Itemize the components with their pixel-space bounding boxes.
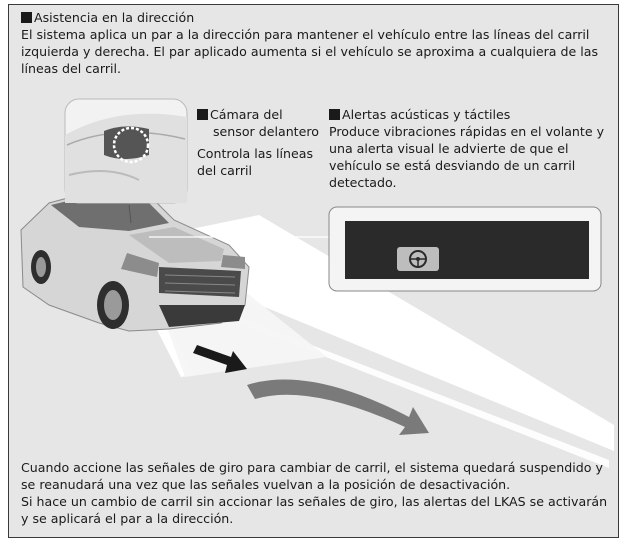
camera-callout-heading: Cámara del sensor delantero	[197, 106, 327, 140]
footer-paragraph-1: Cuando accione las señales de giro para cambiar de carril, el sistema quedará suspendido y se reanudará una vez que las señales vuelvan a la posición de desactivación.	[21, 460, 603, 492]
square-bullet-icon	[21, 12, 32, 23]
alerts-callout-heading: Alertas acústicas y táctiles	[329, 106, 510, 123]
correction-arrow-icon	[247, 379, 429, 435]
camera-callout-body: Controla las líneas del carril	[197, 146, 314, 178]
car-illustration	[21, 187, 249, 331]
section-heading: Asistencia en la dirección	[21, 9, 194, 26]
square-bullet-icon	[197, 109, 208, 120]
alerts-callout-body: Produce vibraciones rápidas en el volante y una alerta visual le advierte de que el vehículo se está desviando de un carril detectado.	[329, 124, 605, 190]
square-bullet-icon	[329, 109, 340, 120]
dashboard-display	[329, 207, 601, 291]
instruction-panel	[8, 4, 619, 538]
section-body: El sistema aplica un par a la dirección para mantener el vehículo entre las líneas del carril izquierda y derecha. El par aplicado aumenta si el vehículo se aproxima a cualquiera de las líneas del carril.	[21, 27, 599, 76]
footer-paragraph-2: Si hace un cambio de carril sin accionar las señales de giro, las alertas del LKAS se activarán y se aplicará el par a la dirección.	[21, 494, 608, 526]
